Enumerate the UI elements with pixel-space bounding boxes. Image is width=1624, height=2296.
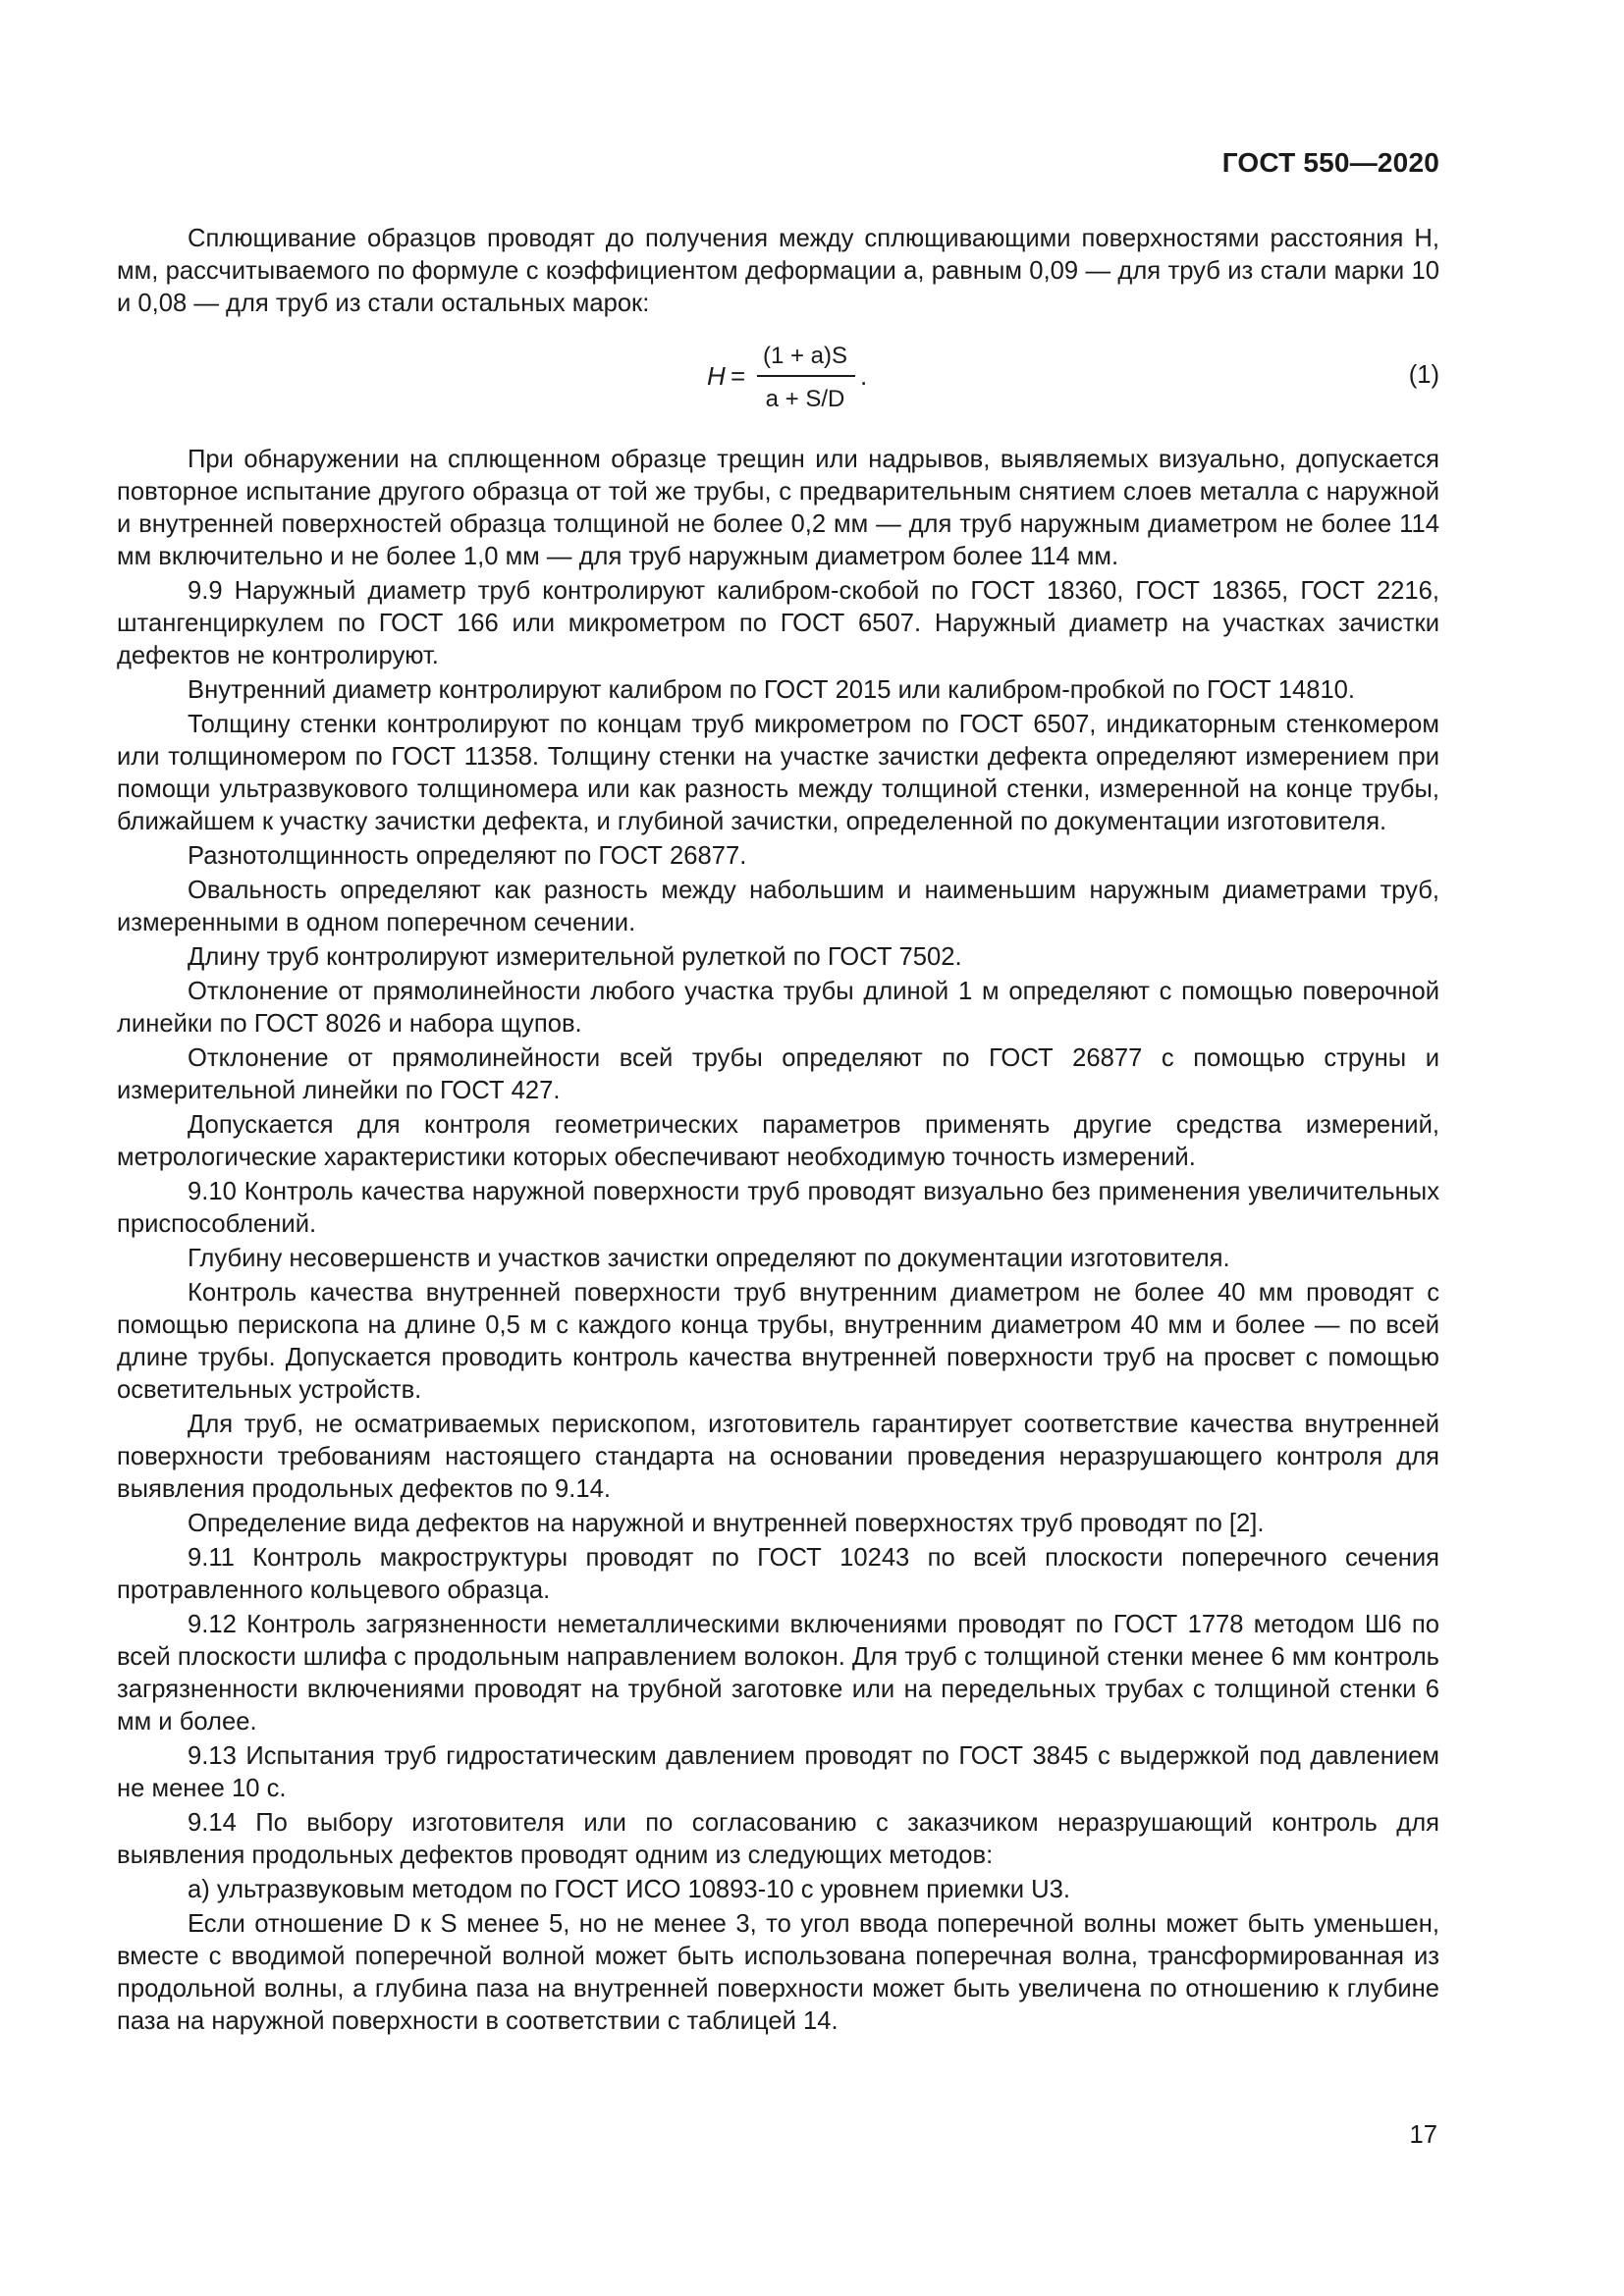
paragraph: Контроль качества внутренней поверхности труб внутренним диаметром не более 40 мм проводят с помощью перископа на длине 0,5 м с каждого конца трубы, внутренним диаметром 40 мм и более — по всей длине трубы. Допускается проводить контроль качества внутренней поверхности труб на просвет с помощью осветительных устройств.: [117, 1279, 1439, 1404]
paragraph: 9.9 Наружный диаметр труб контролируют калибром-скобой по ГОСТ 18360, ГОСТ 18365, ГОСТ 2216, штангенциркулем по ГОСТ 166 или микрометром по ГОСТ 6507. Наружный диаметр на участках зачистки дефектов не контролируют.: [117, 577, 1439, 669]
paragraph: Определение вида дефектов на наружной и внутренней поверхностях труб проводят по [2].: [188, 1510, 1265, 1537]
paragraph: При обнаружении на сплющенном образце трещин или надрывов, выявляемых визуально, допускается повторное испытание другого образца от той же трубы, с предварительным снятием слоев металла с наружной и внутренней поверхностей образца толщиной не более 0,2 мм — для труб наружным диаметром не более 114 мм включительно и не более 1,0 мм — для труб наружным диаметром более 114 мм.: [117, 446, 1439, 570]
flattening-distance-formula: [703, 328, 870, 426]
paragraph: Разнотолщинность определяют по ГОСТ 26877.: [188, 842, 747, 870]
paragraph: а) ультразвуковым методом по ГОСТ ИСО 10893-10 с уровнем приемки U3.: [188, 1876, 1070, 1903]
formula-equals: =: [731, 361, 746, 391]
paragraph: 9.10 Контроль качества наружной поверхности труб проводят визуально без применения увеличительных приспособлений.: [117, 1178, 1439, 1238]
formula-row: [117, 328, 1439, 438]
formula-numerator: (1 + a)S: [762, 343, 848, 369]
page-number: 17: [1409, 2121, 1437, 2149]
paragraph: Допускается для контроля геометрических параметров применять другие средства измерений, метрологические характеристики которых обеспечивают необходимую точность измерений.: [117, 1111, 1439, 1171]
document-code-header: ГОСТ 550—2020: [1221, 147, 1439, 178]
formula-number: (1): [1408, 361, 1439, 389]
paragraph: 9.13 Испытания труб гидростатическим давлением проводят по ГОСТ 3845 с выдержкой под давлением не менее 10 с.: [117, 1742, 1439, 1802]
document-body: [117, 223, 1439, 2040]
formula-denominator: a + S/D: [765, 386, 845, 412]
paragraph: Отклонение от прямолинейности всей трубы определяют по ГОСТ 26877 с помощью струны и измерительной линейки по ГОСТ 427.: [117, 1044, 1439, 1104]
paragraph: Овальность определяют как разность между набольшим и наименьшим наружным диаметрами труб, измеренными в одном поперечном сечении.: [117, 877, 1439, 936]
paragraph: 9.11 Контроль макроструктуры проводят по ГОСТ 10243 по всей плоскости поперечного сечения протравленного кольцевого образца.: [117, 1544, 1439, 1604]
paragraph: Для труб, не осматриваемых перископом, изготовитель гарантирует соответствие качества внутренней поверхности требованиям настоящего стандарта на основании проведения неразрушающего контроля для выявления продольных дефектов по 9.14.: [117, 1411, 1439, 1503]
paragraph: 9.12 Контроль загрязненности неметаллическими включениями проводят по ГОСТ 1778 методом Ш6 по всей плоскости шлифа с продольным направлением волокон. Для труб с толщиной стенки менее 6 мм контроль загрязненности включениями проводят на трубной заготовке или на передельных трубах с толщиной стенки 6 мм и более.: [117, 1611, 1439, 1735]
paragraph: Отклонение от прямолинейности любого участка трубы длиной 1 м определяют с помощью поверочной линейки по ГОСТ 8026 и набора щупов.: [117, 978, 1439, 1038]
paragraph: Толщину стенки контролируют по концам труб микрометром по ГОСТ 6507, индикаторным стенкомером или толщиномером по ГОСТ 11358. Толщину стенки на участке зачистки дефекта определяют измерением при помощи ультразвукового толщиномера или как разность между толщиной стенки, измеренной на конце трубы, ближайшем к участку зачистки дефекта, и глубиной зачистки, определенной по документации изготовителя.: [117, 711, 1439, 835]
paragraph: Глубину несовершенств и участков зачистки определяют по документации изготовителя.: [188, 1245, 1230, 1272]
paragraph: Сплющивание образцов проводят до получения между сплющивающими поверхностями расстояния H, мм, рассчитываемого по формуле с коэффициентом деформации a, равным 0,09 — для труб из стали марки 10 и 0,08 — для труб из стали остальных марок:: [117, 225, 1439, 317]
formula-period: .: [860, 361, 868, 391]
paragraph: Если отношение D к S менее 5, но не менее 3, то угол ввода поперечной волны может быть уменьшен, вместе с вводимой поперечной волной может быть использована поперечная волна, трансформированная из продольной волны, а глубина паза на внутренней поверхности может быть увеличена по отношению к глубине паза на наружной поверхности в соответствии с таблицей 14.: [117, 1910, 1439, 2035]
paragraph: Внутренний диаметр контролируют калибром по ГОСТ 2015 или калибром-пробкой по ГОСТ 14810.: [188, 676, 1356, 704]
formula-lhs: H: [707, 361, 726, 391]
paragraph: 9.14 По выбору изготовителя или по согласованию с заказчиком неразрушающий контроль для выявления продольных дефектов проводят одним из следующих методов:: [117, 1809, 1439, 1869]
paragraph: Длину труб контролируют измерительной рулеткой по ГОСТ 7502.: [188, 943, 962, 971]
